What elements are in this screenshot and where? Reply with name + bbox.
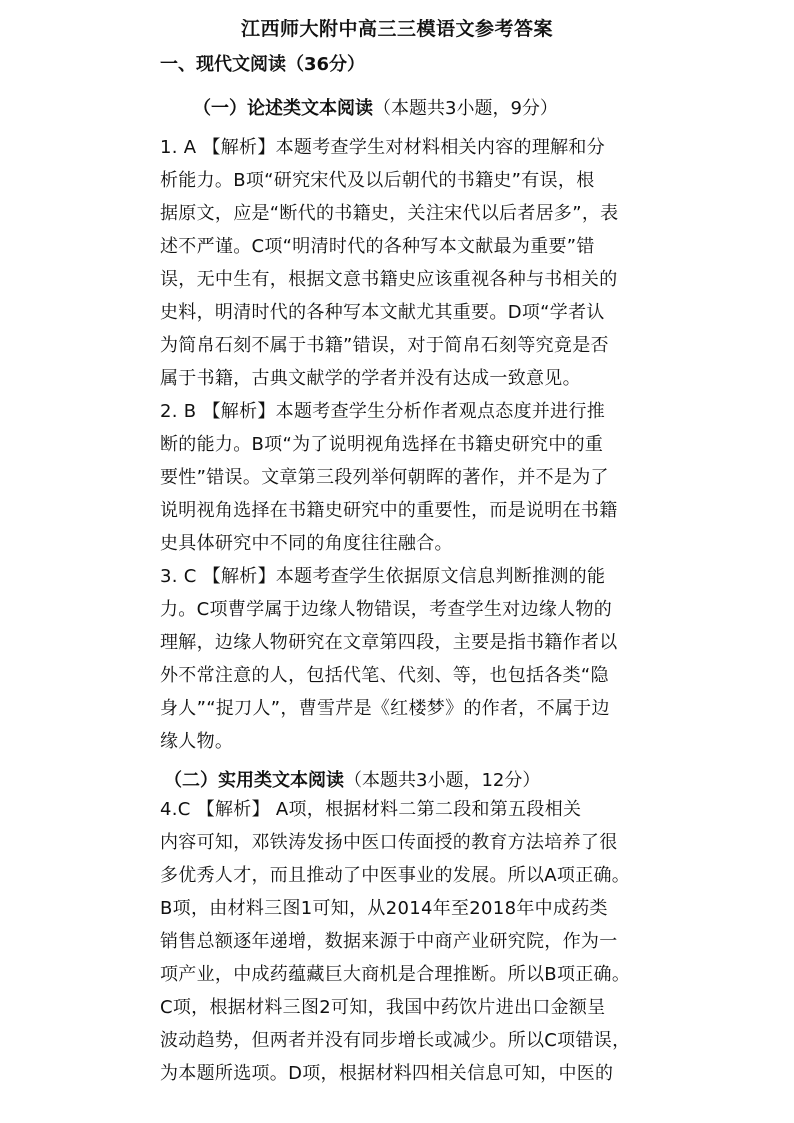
answer-line: 属于书籍，古典文献学的学者并没有达成一致意见。 xyxy=(160,368,581,389)
answer-line: 力。C项曹学属于边缘人物错误，考查学生对边缘人物的 xyxy=(160,599,613,620)
answer-line: 为简帛石刻不属于书籍”错误，对于简帛石刻等究竟是否 xyxy=(160,335,609,356)
answer-line: 4.C 【解析】 A项，根据材料二第二段和第五段相关 xyxy=(160,799,582,820)
subsection-heading-2 xyxy=(164,766,540,792)
answer-line: 述不严谨。C项“明清时代的各种写本文献最为重要”错 xyxy=(160,236,595,257)
answer-line: 说明视角选择在书籍史研究中的重要性，而是说明在书籍 xyxy=(160,500,618,521)
answer-line: 理解，边缘人物研究在文章第四段，主要是指书籍作者以 xyxy=(160,632,618,653)
answer-line: 析能力。B项“研究宋代及以后朝代的书籍史”有误，根 xyxy=(160,170,595,191)
answer-line: 据原文，应是“断代的书籍史，关注宋代以后者居多”，表 xyxy=(160,203,619,224)
answer-line: 外不常注意的人，包括代笔、代刻、等，也包括各类“隐 xyxy=(160,665,609,686)
answer-line: 项产业，中成药蕴藏巨大商机是合理推断。所以B项正确。 xyxy=(160,964,631,985)
document-title: 江西师大附中高三三模语文参考答案 xyxy=(240,18,553,40)
answer-line: 史料，明清时代的各种写本文献尤其重要。D项“学者认 xyxy=(160,302,605,323)
subsection-2-label: （二）实用类文本阅读 xyxy=(164,770,344,791)
answer-line: 为本题所选项。D项，根据材料四相关信息可知，中医的 xyxy=(160,1063,614,1084)
answer-line: B项，由材料三图1可知，从2014年至2018年中成药类 xyxy=(160,898,608,919)
answer-line: 多优秀人才，而且推动了中医事业的发展。所以A项正确。 xyxy=(160,865,631,886)
answer-line: 要性”错误。文章第三段列举何朝晖的著作，并不是为了 xyxy=(160,467,609,488)
answer-line: 身人”“捉刀人”，曹雪芹是《红楼梦》的作者，不属于边 xyxy=(160,698,610,719)
answer-line: 销售总额逐年递增，数据来源于中商产业研究院，作为一 xyxy=(160,931,618,952)
subsection-1-note: （本题共3小题，9分） xyxy=(373,98,558,119)
answer-line: 波动趋势，但两者并没有同步增长或减少。所以C项错误， xyxy=(160,1030,631,1051)
answer-line: 史具体研究中不同的角度往往融合。 xyxy=(160,533,453,554)
answer-line: 2. B 【解析】本题考查学生分析作者观点态度并进行推 xyxy=(160,401,606,422)
answer-line: 内容可知，邓铁涛发扬中医口传面授的教育方法培养了很 xyxy=(160,832,618,853)
subsection-heading-1 xyxy=(193,94,558,120)
section-heading: 一、现代文阅读（36分） xyxy=(160,54,366,75)
answer-line: 1. A 【解析】本题考查学生对材料相关内容的理解和分 xyxy=(160,137,606,158)
answer-line: 断的能力。B项“为了说明视角选择在书籍史研究中的重 xyxy=(160,434,604,455)
answer-line: C项，根据材料三图2可知，我国中药饮片进出口金额呈 xyxy=(160,997,606,1018)
answer-line: 缘人物。 xyxy=(160,731,234,752)
answer-line: 误，无中生有，根据文意书籍史应该重视各种与书相关的 xyxy=(160,269,618,290)
subsection-2-note: （本题共3小题，12分） xyxy=(344,770,541,791)
answer-line: 3. C 【解析】本题考查学生依据原文信息判断推测的能 xyxy=(160,566,606,587)
subsection-1-label: （一）论述类文本阅读 xyxy=(193,98,373,119)
